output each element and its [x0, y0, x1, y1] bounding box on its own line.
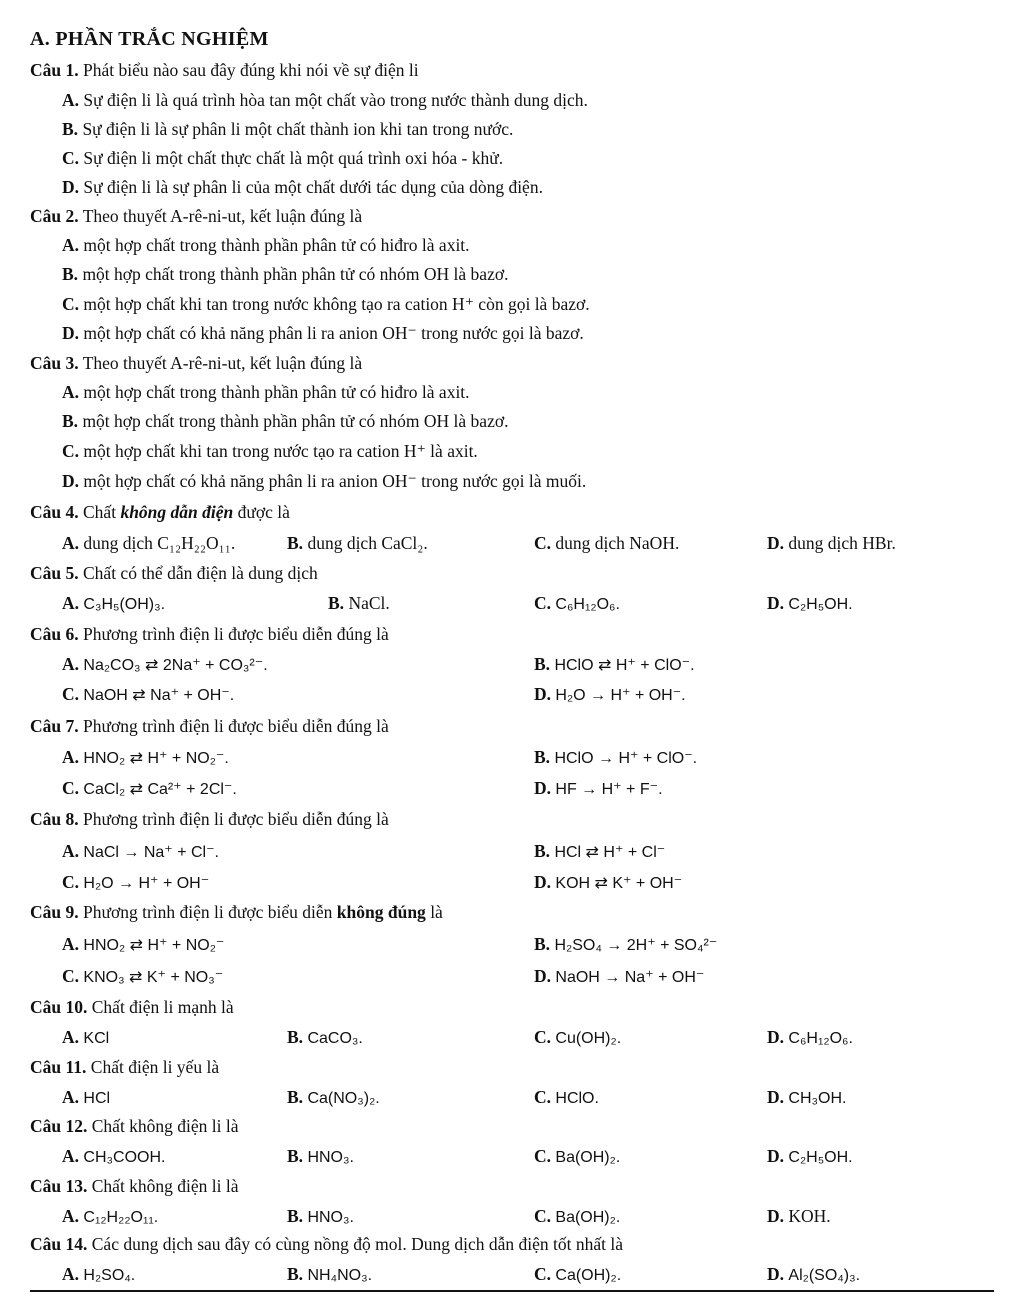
option-label: A. [62, 593, 80, 613]
option-label: C. [62, 441, 80, 461]
q8-option-d [534, 872, 682, 893]
q5-option-c [534, 593, 620, 614]
option-text: C₂H₅OH. [788, 596, 853, 613]
q8-option-a [62, 841, 219, 862]
q3-option-c [62, 441, 478, 462]
q12-option-a [62, 1146, 165, 1167]
option-label: D. [767, 533, 785, 553]
q7-option-c [62, 778, 237, 799]
q14-option-b [287, 1264, 372, 1285]
option-label: D. [534, 778, 552, 798]
option-text: HNO₂ ⇄ H⁺ + NO₂⁻ [83, 937, 225, 954]
q9-option-c [62, 966, 223, 987]
question-text: Chất điện li mạnh là [91, 997, 234, 1017]
option-text: HClO. [555, 1090, 599, 1107]
option-label: D. [62, 471, 80, 491]
question-text-post: được là [237, 502, 290, 522]
option-label: D. [534, 966, 552, 986]
option-text: HNO₃. [307, 1149, 354, 1166]
option-text: H₂SO₄. [83, 1267, 136, 1284]
option-label: D. [767, 1027, 785, 1047]
q6-option-b [534, 654, 695, 675]
question-number: Câu 6. [30, 624, 79, 644]
q1-option-a [62, 90, 588, 111]
option-text: HClO ⇄ H⁺ + ClO⁻. [554, 657, 695, 674]
question-number: Câu 1. [30, 60, 79, 80]
q10-option-a [62, 1027, 109, 1048]
option-label: B. [62, 119, 79, 139]
question-number: Câu 2. [30, 206, 79, 226]
option-text: Na₂CO₃ ⇄ 2Na⁺ + CO₃²⁻. [83, 657, 268, 674]
q5-option-d [767, 593, 853, 614]
question-1 [30, 60, 419, 81]
option-text: NH₄NO₃. [307, 1267, 373, 1284]
q9-option-b [534, 934, 717, 955]
q1-option-b [62, 119, 513, 140]
option-text: dung dịch CaCl₂. [307, 533, 428, 553]
option-label: B. [534, 654, 551, 674]
option-text: một hợp chất trong thành phần phân tử có hiđro là axit. [83, 382, 470, 402]
option-text: dung dịch HBr. [788, 533, 896, 553]
option-label: D. [62, 177, 80, 197]
option-text: CH₃OH. [788, 1090, 847, 1107]
option-label: D. [767, 1264, 785, 1284]
question-5 [30, 563, 318, 584]
option-label: A. [62, 934, 80, 954]
option-label: A. [62, 1027, 80, 1047]
question-text: Phương trình điện li được biểu diễn đúng là [83, 624, 389, 644]
option-label: A. [62, 841, 80, 861]
question-number: Câu 5. [30, 563, 79, 583]
question-14 [30, 1234, 623, 1255]
q13-option-d [767, 1206, 831, 1227]
q11-option-b [287, 1087, 380, 1108]
option-text: NaOH ⇄ Na⁺ + OH⁻. [83, 687, 235, 704]
option-label: C. [534, 593, 552, 613]
option-text: một hợp chất trong thành phần phân tử có nhóm OH là bazơ. [82, 264, 509, 284]
bottom-divider [30, 1290, 994, 1292]
option-text: CaCl₂ ⇄ Ca²⁺ + 2Cl⁻. [83, 781, 237, 798]
question-8 [30, 809, 389, 830]
option-text: HClO → H⁺ + ClO⁻. [554, 750, 698, 767]
question-number: Câu 4. [30, 502, 79, 522]
option-text: KNO₃ ⇄ K⁺ + NO₃⁻ [83, 969, 224, 986]
q6-option-c [62, 684, 234, 705]
option-text: Sự điện li là sự phân li một chất thành ion khi tan trong nước. [82, 119, 514, 139]
option-label: C. [62, 778, 80, 798]
option-label: B. [534, 747, 551, 767]
question-number: Câu 3. [30, 353, 79, 373]
question-emphasis: không đúng [336, 902, 426, 922]
option-text: NaCl → Na⁺ + Cl⁻. [83, 844, 219, 861]
q3-option-a [62, 382, 470, 403]
question-number: Câu 10. [30, 997, 88, 1017]
option-text: HCl ⇄ H⁺ + Cl⁻ [554, 844, 666, 861]
q10-option-c [534, 1027, 621, 1048]
option-label: A. [62, 747, 80, 767]
q5-option-b [328, 593, 390, 614]
q8-option-b [534, 841, 665, 862]
q14-option-d [767, 1264, 860, 1285]
q13-option-c [534, 1206, 620, 1227]
option-label: B. [287, 1264, 304, 1284]
q1-option-d [62, 177, 543, 198]
q4-option-b [287, 533, 428, 554]
option-label: C. [534, 1206, 552, 1226]
q11-option-c [534, 1087, 599, 1108]
q6-option-d [534, 684, 686, 705]
question-text: Chất có thể dẫn điện là dung dịch [83, 563, 318, 583]
option-text: HNO₃. [307, 1209, 354, 1226]
question-10 [30, 997, 234, 1018]
q14-option-c [534, 1264, 621, 1285]
option-label: C. [534, 533, 552, 553]
question-text: Theo thuyết A-rê-ni-ut, kết luận đúng là [82, 206, 363, 226]
q4-option-a [62, 533, 235, 554]
option-text: Ba(OH)₂. [555, 1209, 621, 1226]
option-text: C₁₂H₂₂O₁₁. [83, 1209, 159, 1226]
option-text: Ca(OH)₂. [555, 1267, 622, 1284]
question-text: Chất không điện li là [91, 1116, 239, 1136]
option-label: C. [534, 1087, 552, 1107]
question-text: Chất không điện li là [91, 1176, 239, 1196]
q2-option-c [62, 294, 590, 315]
option-label: B. [287, 533, 304, 553]
option-text: C₆H₁₂O₆. [555, 596, 620, 613]
option-label: C. [534, 1146, 552, 1166]
option-label: C. [62, 148, 80, 168]
q8-option-c [62, 872, 209, 893]
option-label: B. [328, 593, 345, 613]
q9-option-d [534, 966, 704, 987]
q4-option-c [534, 533, 679, 554]
option-label: A. [62, 1264, 80, 1284]
option-label: B. [534, 934, 551, 954]
q13-option-a [62, 1206, 158, 1227]
question-text-pre: Phương trình điện li được biểu diễn [83, 902, 333, 922]
question-emphasis: không dẫn điện [120, 502, 234, 522]
question-number: Câu 8. [30, 809, 79, 829]
option-text: KCl [83, 1030, 110, 1047]
question-13 [30, 1176, 239, 1197]
q13-option-b [287, 1206, 354, 1227]
option-text: KOH. [788, 1206, 831, 1226]
option-text: H₂O → H⁺ + OH⁻ [83, 875, 210, 892]
q7-option-a [62, 747, 229, 768]
option-label: B. [62, 411, 79, 431]
option-label: B. [534, 841, 551, 861]
question-text: Theo thuyết A-rê-ni-ut, kết luận đúng là [82, 353, 363, 373]
q11-option-d [767, 1087, 846, 1108]
option-label: D. [534, 684, 552, 704]
option-text: Sự điện li là quá trình hòa tan một chất vào trong nước thành dung dịch. [83, 90, 588, 110]
question-text-pre: Chất [83, 502, 117, 522]
option-text: một hợp chất khi tan trong nước không tạo ra cation H⁺ còn gọi là bazơ. [83, 294, 590, 314]
option-label: C. [534, 1264, 552, 1284]
option-label: D. [534, 872, 552, 892]
option-text: NaOH → Na⁺ + OH⁻ [555, 969, 705, 986]
q2-option-d [62, 323, 584, 344]
question-text: Các dung dịch sau đây có cùng nồng độ mol. Dung dịch dẫn điện tốt nhất là [91, 1234, 623, 1254]
q14-option-a [62, 1264, 135, 1285]
option-text: HNO₂ ⇄ H⁺ + NO₂⁻. [83, 750, 229, 767]
option-label: B. [287, 1206, 304, 1226]
option-label: D. [767, 1146, 785, 1166]
option-text: một hợp chất có khả năng phân li ra anion OH⁻ trong nước gọi là muối. [83, 471, 587, 491]
q3-option-b [62, 411, 508, 432]
option-text: C₂H₅OH. [788, 1149, 853, 1166]
q7-option-b [534, 747, 697, 768]
option-label: A. [62, 1206, 80, 1226]
option-text: H₂O → H⁺ + OH⁻. [555, 687, 686, 704]
option-label: B. [287, 1027, 304, 1047]
option-label: A. [62, 382, 80, 402]
option-text: H₂SO₄ → 2H⁺ + SO₄²⁻ [554, 937, 718, 954]
option-text: dung dịch C₁₂H₂₂O₁₁. [83, 533, 236, 553]
option-text: một hợp chất khi tan trong nước tạo ra cation H⁺ là axit. [83, 441, 478, 461]
option-label: D. [767, 1087, 785, 1107]
question-number: Câu 12. [30, 1116, 88, 1136]
option-text: Cu(OH)₂. [555, 1030, 622, 1047]
q12-option-c [534, 1146, 620, 1167]
question-text: Phương trình điện li được biểu diễn đúng là [83, 716, 389, 736]
q12-option-b [287, 1146, 354, 1167]
option-text: C₃H₅(OH)₃. [83, 596, 166, 613]
option-text: KOH ⇄ K⁺ + OH⁻ [555, 875, 683, 892]
question-text: Chất điện li yếu là [90, 1057, 220, 1077]
q3-option-d [62, 471, 586, 492]
option-label: C. [62, 872, 80, 892]
option-text: C₆H₁₂O₆. [788, 1030, 853, 1047]
option-text: một hợp chất trong thành phần phân tử có nhóm OH là bazơ. [82, 411, 509, 431]
question-4 [30, 502, 290, 523]
q6-option-a [62, 654, 268, 675]
q12-option-d [767, 1146, 853, 1167]
option-label: A. [62, 90, 80, 110]
option-label: C. [534, 1027, 552, 1047]
option-label: D. [767, 593, 785, 613]
option-text: Sự điện li một chất thực chất là một quá trình oxi hóa - khử. [83, 148, 504, 168]
option-label: B. [62, 264, 79, 284]
question-6 [30, 624, 389, 645]
option-label: A. [62, 1146, 80, 1166]
option-text: HF → H⁺ + F⁻. [555, 781, 663, 798]
question-number: Câu 7. [30, 716, 79, 736]
question-number: Câu 9. [30, 902, 79, 922]
option-label: A. [62, 654, 80, 674]
option-label: A. [62, 235, 80, 255]
question-text: Phát biểu nào sau đây đúng khi nói về sự điện li [83, 60, 419, 80]
question-7 [30, 716, 389, 737]
option-text: Ca(NO₃)₂. [307, 1090, 380, 1107]
option-text: một hợp chất có khả năng phân li ra anion OH⁻ trong nước gọi là bazơ. [83, 323, 584, 343]
q5-option-a [62, 593, 165, 614]
q2-option-a [62, 235, 470, 256]
option-text: một hợp chất trong thành phần phân tử có hiđro là axit. [83, 235, 470, 255]
question-text: Phương trình điện li được biểu diễn đúng là [83, 809, 389, 829]
q1-option-c [62, 148, 503, 169]
question-2 [30, 206, 362, 227]
option-label: C. [62, 294, 80, 314]
option-text: HCl [83, 1090, 111, 1107]
question-11 [30, 1057, 219, 1078]
section-title: A. PHẦN TRẮC NGHIỆM [30, 28, 269, 50]
option-label: B. [287, 1087, 304, 1107]
option-label: A. [62, 1087, 80, 1107]
question-number: Câu 14. [30, 1234, 88, 1254]
option-label: B. [287, 1146, 304, 1166]
option-text: Sự điện li là sự phân li của một chất dưới tác dụng của dòng điện. [83, 177, 543, 197]
q9-option-a [62, 934, 224, 955]
question-number: Câu 13. [30, 1176, 88, 1196]
q10-option-b [287, 1027, 363, 1048]
option-text: Al₂(SO₄)₃. [788, 1267, 861, 1284]
q10-option-d [767, 1027, 853, 1048]
option-text: Ba(OH)₂. [555, 1149, 621, 1166]
question-number: Câu 11. [30, 1057, 87, 1077]
option-text: CH₃COOH. [83, 1149, 166, 1166]
q11-option-a [62, 1087, 110, 1108]
option-label: D. [62, 323, 80, 343]
q4-option-d [767, 533, 896, 554]
q7-option-d [534, 778, 663, 799]
option-text: dung dịch NaOH. [555, 533, 680, 553]
option-label: A. [62, 533, 80, 553]
option-label: D. [767, 1206, 785, 1226]
question-9 [30, 902, 443, 923]
question-text-post: là [430, 902, 443, 922]
option-text: NaCl. [348, 593, 390, 613]
question-12 [30, 1116, 239, 1137]
option-text: CaCO₃. [307, 1030, 363, 1047]
option-label: C. [62, 684, 80, 704]
q2-option-b [62, 264, 508, 285]
option-label: C. [62, 966, 80, 986]
question-3 [30, 353, 362, 374]
